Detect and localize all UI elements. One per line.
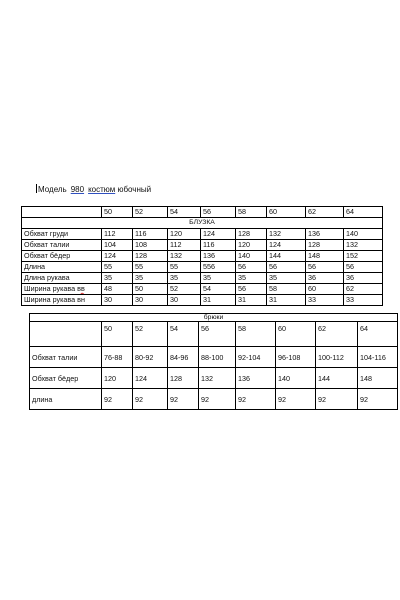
value-cell: 92: [358, 389, 398, 410]
value-cell: 136: [201, 251, 236, 262]
value-cell: 92: [276, 389, 316, 410]
row-label: Обхват талии: [30, 347, 102, 368]
value-cell: 30: [168, 295, 201, 306]
size-header-cell: 52: [133, 322, 168, 347]
value-cell: 80-92: [133, 347, 168, 368]
row-label: Обхват бёдер: [30, 368, 102, 389]
value-cell: 56: [267, 262, 306, 273]
size-header-cell: 58: [236, 322, 276, 347]
model-caption: [36, 184, 151, 195]
size-header-cell: 52: [133, 207, 168, 218]
value-cell: 112: [102, 229, 133, 240]
value-cell: 140: [344, 229, 383, 240]
row-label: [22, 284, 102, 295]
value-cell: 58: [267, 284, 306, 295]
value-cell: 132: [267, 229, 306, 240]
value-cell: 50: [133, 284, 168, 295]
pants-section-row: [30, 314, 398, 322]
value-cell: 36: [344, 273, 383, 284]
value-cell: 132: [168, 251, 201, 262]
value-cell: 92: [168, 389, 199, 410]
size-header-cell: 50: [102, 207, 133, 218]
caption-model: 980: [70, 185, 85, 194]
table-row: [22, 273, 383, 284]
value-cell: 55: [168, 262, 201, 273]
size-header-cell: 54: [168, 207, 201, 218]
row-label: Обхват бёдер: [22, 251, 102, 262]
value-cell: 35: [168, 273, 201, 284]
size-header-cell: 60: [276, 322, 316, 347]
table-row: [22, 284, 383, 295]
value-cell: 116: [133, 229, 168, 240]
table-row: [22, 229, 383, 240]
value-cell: 92-104: [236, 347, 276, 368]
size-header-cell: 62: [316, 322, 358, 347]
table-row: [30, 347, 398, 368]
value-cell: 30: [133, 295, 168, 306]
row-label-spellcheck-part: вв: [77, 284, 85, 293]
corner-cell: [30, 322, 102, 347]
value-cell: 35: [133, 273, 168, 284]
value-cell: 76-88: [102, 347, 133, 368]
value-cell: 108: [133, 240, 168, 251]
size-header-cell: 54: [168, 322, 199, 347]
size-header-cell: 50: [102, 322, 133, 347]
row-label-part: Ширина рукава: [24, 284, 78, 293]
value-cell: 140: [276, 368, 316, 389]
value-cell: 92: [199, 389, 236, 410]
value-cell: 132: [344, 240, 383, 251]
value-cell: 128: [168, 368, 199, 389]
value-cell: 56: [236, 262, 267, 273]
value-cell: 92: [236, 389, 276, 410]
value-cell: 144: [316, 368, 358, 389]
table-row: [22, 262, 383, 273]
value-cell: 120: [102, 368, 133, 389]
value-cell: 148: [358, 368, 398, 389]
row-label: Обхват талии: [22, 240, 102, 251]
value-cell: 33: [344, 295, 383, 306]
size-header-cell: 60: [267, 207, 306, 218]
value-cell: 104: [102, 240, 133, 251]
text-cursor: [36, 184, 37, 193]
value-cell: 124: [102, 251, 133, 262]
value-cell: 54: [201, 284, 236, 295]
value-cell: 128: [133, 251, 168, 262]
pants-size-header-row: [30, 322, 398, 347]
size-header-cell: 64: [358, 322, 398, 347]
size-header-cell: 56: [199, 322, 236, 347]
value-cell: 31: [267, 295, 306, 306]
table-row: [30, 389, 398, 410]
value-cell: 136: [236, 368, 276, 389]
value-cell: 112: [168, 240, 201, 251]
value-cell: 62: [344, 284, 383, 295]
value-cell: 35: [102, 273, 133, 284]
value-cell: 124: [201, 229, 236, 240]
section-title-blouse: БЛУЗКА: [22, 218, 383, 229]
value-cell: 88-100: [199, 347, 236, 368]
row-label: Длина рукава: [22, 273, 102, 284]
value-cell: 48: [102, 284, 133, 295]
value-cell: 92: [133, 389, 168, 410]
value-cell: 96-108: [276, 347, 316, 368]
value-cell: 55: [102, 262, 133, 273]
value-cell: 30: [102, 295, 133, 306]
value-cell: 120: [168, 229, 201, 240]
value-cell: 35: [267, 273, 306, 284]
row-label: Длина: [22, 262, 102, 273]
table-row: [22, 251, 383, 262]
value-cell: 132: [199, 368, 236, 389]
value-cell: 100-112: [316, 347, 358, 368]
value-cell: 148: [306, 251, 344, 262]
value-cell: 124: [133, 368, 168, 389]
value-cell: 31: [201, 295, 236, 306]
value-cell: 152: [344, 251, 383, 262]
size-header-cell: 56: [201, 207, 236, 218]
value-cell: 36: [306, 273, 344, 284]
blouse-size-header-row: [22, 207, 383, 218]
table-row: [22, 295, 383, 306]
value-cell: 55: [133, 262, 168, 273]
value-cell: 52: [168, 284, 201, 295]
blouse-size-table: [21, 206, 383, 306]
value-cell: 35: [201, 273, 236, 284]
value-cell: 60: [306, 284, 344, 295]
table-row: [22, 240, 383, 251]
value-cell: 56: [236, 284, 267, 295]
value-cell: 136: [306, 229, 344, 240]
value-cell: 35: [236, 273, 267, 284]
value-cell: 92: [316, 389, 358, 410]
value-cell: 56: [344, 262, 383, 273]
section-title-pants: брюки: [30, 314, 398, 322]
caption-word2: юбочный: [117, 185, 152, 194]
value-cell: 128: [236, 229, 267, 240]
caption-word1: костюм: [88, 185, 116, 194]
value-cell: 104-116: [358, 347, 398, 368]
value-cell: 31: [236, 295, 267, 306]
size-header-cell: 64: [344, 207, 383, 218]
table-row: [30, 368, 398, 389]
value-cell: 84-96: [168, 347, 199, 368]
value-cell: 140: [236, 251, 267, 262]
row-label: Ширина рукава вн: [22, 295, 102, 306]
value-cell: 120: [236, 240, 267, 251]
value-cell: 128: [306, 240, 344, 251]
value-cell: 556: [201, 262, 236, 273]
size-header-cell: 62: [306, 207, 344, 218]
value-cell: 144: [267, 251, 306, 262]
row-label: Обхват груди: [22, 229, 102, 240]
value-cell: 56: [306, 262, 344, 273]
blouse-section-row: [22, 218, 383, 229]
row-label: длина: [30, 389, 102, 410]
pants-size-table: [29, 313, 398, 410]
size-header-cell: 58: [236, 207, 267, 218]
value-cell: 92: [102, 389, 133, 410]
value-cell: 124: [267, 240, 306, 251]
corner-cell: [22, 207, 102, 218]
value-cell: 33: [306, 295, 344, 306]
caption-prefix: Модель: [38, 185, 67, 194]
value-cell: 116: [201, 240, 236, 251]
